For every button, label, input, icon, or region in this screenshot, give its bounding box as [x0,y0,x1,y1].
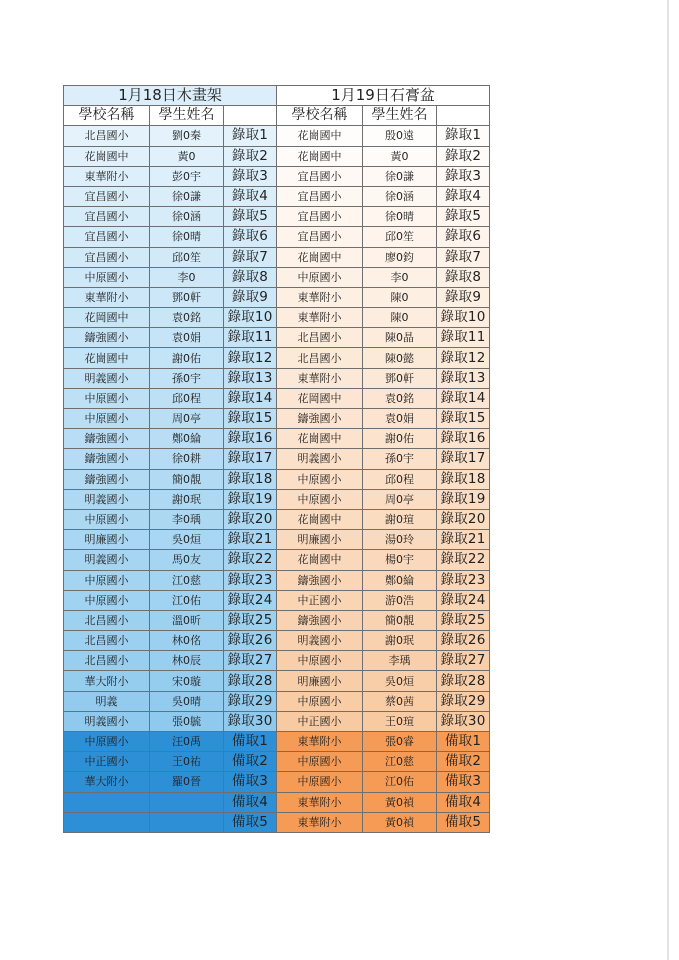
right-result-cell: 錄取26 [437,631,490,651]
left-school-cell: 中原國小 [64,732,150,752]
right-school-cell: 中原國小 [277,267,363,287]
left-student-cell: 徐0謙 [150,186,224,206]
scan-edge-line [667,0,669,960]
right-student-cell: 黃0禎 [363,792,437,812]
right-school-column-header: 學校名稱 [277,106,363,126]
right-student-cell: 李瑀 [363,651,437,671]
table-row [64,166,490,186]
right-student-cell: 徐0謙 [363,166,437,186]
right-student-cell: 陳0晶 [363,328,437,348]
session-header-row [64,86,490,106]
left-student-cell: 劉0秦 [150,126,224,146]
table-row [64,671,490,691]
left-result-cell: 錄取9 [224,287,277,307]
right-result-cell: 錄取6 [437,227,490,247]
left-student-cell: 徐0耕 [150,449,224,469]
table-row [64,550,490,570]
left-student-column-header: 學生姓名 [150,106,224,126]
table-row [64,409,490,429]
left-result-cell: 錄取6 [224,227,277,247]
left-student-cell: 謝0佑 [150,348,224,368]
right-school-cell: 宜昌國小 [277,227,363,247]
right-result-cell: 備取3 [437,772,490,792]
left-result-cell: 錄取7 [224,247,277,267]
right-result-cell: 錄取25 [437,610,490,630]
right-result-cell: 錄取18 [437,469,490,489]
left-result-cell: 錄取25 [224,610,277,630]
right-result-cell: 錄取27 [437,651,490,671]
column-header-row [64,106,490,126]
right-school-cell: 東華附小 [277,792,363,812]
right-student-cell: 殷0遠 [363,126,437,146]
right-school-cell: 花崗國中 [277,509,363,529]
right-school-cell: 中原國小 [277,489,363,509]
left-result-cell: 錄取1 [224,126,277,146]
left-school-cell: 鑄強國小 [64,429,150,449]
left-school-cell: 宜昌國小 [64,227,150,247]
right-result-cell: 錄取12 [437,348,490,368]
right-school-cell: 明廉國小 [277,530,363,550]
left-school-cell: 中正國小 [64,752,150,772]
table-row [64,752,490,772]
right-school-cell: 東華附小 [277,308,363,328]
right-student-cell: 簡0靚 [363,610,437,630]
right-student-cell: 徐0晴 [363,207,437,227]
left-student-cell: 簡0靚 [150,469,224,489]
right-result-cell: 備取1 [437,732,490,752]
right-student-cell: 李0 [363,267,437,287]
table-row [64,651,490,671]
right-result-cell: 錄取5 [437,207,490,227]
left-student-cell: 李0瑀 [150,509,224,529]
table-row [64,631,490,651]
left-result-cell: 錄取2 [224,146,277,166]
table-row [64,772,490,792]
right-student-cell: 廖0鈞 [363,247,437,267]
left-student-cell [150,812,224,832]
left-school-cell: 北昌國小 [64,610,150,630]
table-row [64,449,490,469]
left-student-cell: 鄭0綸 [150,429,224,449]
right-result-cell: 錄取8 [437,267,490,287]
right-result-cell: 錄取19 [437,489,490,509]
right-student-cell: 楊0宇 [363,550,437,570]
right-school-cell: 花岡國中 [277,388,363,408]
left-result-cell: 備取2 [224,752,277,772]
left-student-cell: 邱0程 [150,388,224,408]
right-student-cell: 江0慈 [363,752,437,772]
left-school-cell: 中原國小 [64,509,150,529]
right-school-cell: 中正國小 [277,590,363,610]
right-result-cell: 錄取17 [437,449,490,469]
left-result-cell: 錄取4 [224,186,277,206]
left-student-cell: 黃0 [150,146,224,166]
right-school-cell: 花崗國中 [277,146,363,166]
left-school-cell: 宜昌國小 [64,247,150,267]
right-school-cell: 中正國小 [277,711,363,731]
right-school-cell: 東華附小 [277,368,363,388]
table-row [64,388,490,408]
left-school-cell: 宜昌國小 [64,207,150,227]
right-school-cell: 中原國小 [277,772,363,792]
left-result-cell: 錄取28 [224,671,277,691]
left-result-cell: 錄取21 [224,530,277,550]
table-row [64,530,490,550]
right-school-cell: 鑄強國小 [277,570,363,590]
right-student-cell: 王0瑄 [363,711,437,731]
left-result-cell: 錄取17 [224,449,277,469]
right-result-cell: 備取5 [437,812,490,832]
right-school-cell: 宜昌國小 [277,207,363,227]
table-row [64,126,490,146]
left-result-column-header [224,106,277,126]
left-school-cell: 花岡國中 [64,308,150,328]
left-student-cell: 羅0晉 [150,772,224,792]
table-row [64,146,490,166]
right-school-cell: 宜昌國小 [277,166,363,186]
right-student-cell: 周0亭 [363,489,437,509]
left-student-cell: 鄧0軒 [150,287,224,307]
right-school-cell: 宜昌國小 [277,186,363,206]
right-result-cell: 錄取22 [437,550,490,570]
right-result-column-header [437,106,490,126]
left-result-cell: 錄取30 [224,711,277,731]
table-row [64,509,490,529]
left-student-cell: 孫0宇 [150,368,224,388]
left-student-cell: 溫0昕 [150,610,224,630]
left-school-cell: 明義國小 [64,368,150,388]
left-student-cell: 徐0涵 [150,207,224,227]
right-result-cell: 錄取4 [437,186,490,206]
right-school-cell: 北昌國小 [277,348,363,368]
right-student-cell: 陳0 [363,287,437,307]
left-student-cell: 謝0珉 [150,489,224,509]
right-result-cell: 備取2 [437,752,490,772]
left-school-cell: 中原國小 [64,409,150,429]
left-result-cell: 錄取14 [224,388,277,408]
left-school-cell: 鑄強國小 [64,328,150,348]
right-school-cell: 花崗國中 [277,247,363,267]
left-student-cell: 周0亭 [150,409,224,429]
left-school-cell: 華大附小 [64,671,150,691]
left-result-cell: 錄取11 [224,328,277,348]
table-row [64,469,490,489]
left-school-cell: 中原國小 [64,388,150,408]
left-school-cell: 花崗國中 [64,146,150,166]
right-result-cell: 錄取10 [437,308,490,328]
right-student-cell: 謝0佑 [363,429,437,449]
right-school-cell: 東華附小 [277,287,363,307]
table-row [64,287,490,307]
table-row [64,368,490,388]
right-school-cell: 明廉國小 [277,671,363,691]
table-row [64,429,490,449]
right-result-cell: 錄取9 [437,287,490,307]
right-result-cell: 錄取3 [437,166,490,186]
left-student-cell: 邱0笙 [150,247,224,267]
table-row [64,590,490,610]
right-session-title: 1月19日石膏盆 [277,86,490,106]
right-school-cell: 鑄強國小 [277,610,363,630]
right-school-cell: 中原國小 [277,469,363,489]
right-result-cell: 錄取16 [437,429,490,449]
left-result-cell: 備取3 [224,772,277,792]
right-student-cell: 謝0瑄 [363,509,437,529]
left-student-cell: 徐0晴 [150,227,224,247]
right-school-cell: 明義國小 [277,631,363,651]
right-result-cell: 錄取13 [437,368,490,388]
right-student-cell: 黃0 [363,146,437,166]
left-school-cell: 明義國小 [64,489,150,509]
right-result-cell: 錄取30 [437,711,490,731]
table-row [64,711,490,731]
left-school-cell: 明廉國小 [64,530,150,550]
left-school-cell: 鑄強國小 [64,469,150,489]
right-student-cell: 吳0烜 [363,671,437,691]
right-school-cell: 花崗國中 [277,429,363,449]
right-result-cell: 錄取28 [437,671,490,691]
right-school-cell: 鑄強國小 [277,409,363,429]
left-student-cell: 江0慈 [150,570,224,590]
right-result-cell: 錄取20 [437,509,490,529]
left-result-cell: 錄取8 [224,267,277,287]
left-school-cell: 北昌國小 [64,126,150,146]
right-student-cell: 黃0禎 [363,812,437,832]
right-student-column-header: 學生姓名 [363,106,437,126]
right-result-cell: 錄取23 [437,570,490,590]
left-student-cell [150,792,224,812]
right-student-cell: 邱0程 [363,469,437,489]
left-student-cell: 吳0晴 [150,691,224,711]
left-student-cell: 張0毓 [150,711,224,731]
right-school-cell: 北昌國小 [277,328,363,348]
right-result-cell: 錄取24 [437,590,490,610]
right-student-cell: 湯0玲 [363,530,437,550]
table-row [64,186,490,206]
table-row [64,247,490,267]
left-school-cell: 中原國小 [64,267,150,287]
right-student-cell: 謝0珉 [363,631,437,651]
right-student-cell: 蔡0茜 [363,691,437,711]
right-school-cell: 中原國小 [277,651,363,671]
left-school-cell: 明義 [64,691,150,711]
left-result-cell: 錄取26 [224,631,277,651]
left-result-cell: 錄取23 [224,570,277,590]
left-session-title: 1月18日木畫架 [64,86,277,106]
left-school-cell: 北昌國小 [64,651,150,671]
left-result-cell: 備取4 [224,792,277,812]
table-row [64,610,490,630]
left-school-cell: 華大附小 [64,772,150,792]
left-result-cell: 錄取24 [224,590,277,610]
left-result-cell: 錄取16 [224,429,277,449]
right-student-cell: 鄭0綸 [363,570,437,590]
left-student-cell: 李0 [150,267,224,287]
left-school-cell: 宜昌國小 [64,186,150,206]
left-school-cell: 中原國小 [64,590,150,610]
left-student-cell: 王0祐 [150,752,224,772]
table-row [64,812,490,832]
right-school-cell: 東華附小 [277,732,363,752]
right-school-cell: 花崗國中 [277,550,363,570]
left-school-cell: 東華附小 [64,166,150,186]
right-student-cell: 陳0懿 [363,348,437,368]
left-student-cell: 林0佲 [150,631,224,651]
right-result-cell: 備取4 [437,792,490,812]
right-school-cell: 明義國小 [277,449,363,469]
left-school-cell: 北昌國小 [64,631,150,651]
right-school-cell: 花崗國中 [277,126,363,146]
left-student-cell: 汪0禹 [150,732,224,752]
left-result-cell: 錄取27 [224,651,277,671]
right-result-cell: 錄取1 [437,126,490,146]
table-row [64,348,490,368]
left-school-cell: 東華附小 [64,287,150,307]
left-result-cell: 錄取10 [224,308,277,328]
left-school-cell: 中原國小 [64,570,150,590]
left-school-cell: 明義國小 [64,550,150,570]
left-school-column-header: 學校名稱 [64,106,150,126]
left-result-cell: 錄取22 [224,550,277,570]
right-student-cell: 袁0娟 [363,409,437,429]
table-row [64,570,490,590]
left-result-cell: 錄取3 [224,166,277,186]
left-student-cell: 馬0友 [150,550,224,570]
left-result-cell: 錄取13 [224,368,277,388]
right-school-cell: 中原國小 [277,752,363,772]
table-row [64,732,490,752]
left-result-cell: 錄取5 [224,207,277,227]
left-student-cell: 宋0璇 [150,671,224,691]
right-school-cell: 中原國小 [277,691,363,711]
right-student-cell: 陳0 [363,308,437,328]
right-student-cell: 張0睿 [363,732,437,752]
left-school-cell [64,792,150,812]
left-school-cell: 鑄強國小 [64,449,150,469]
left-school-cell: 花崗國中 [64,348,150,368]
right-result-cell: 錄取29 [437,691,490,711]
left-student-cell: 吳0烜 [150,530,224,550]
table-row [64,267,490,287]
left-student-cell: 林0辰 [150,651,224,671]
right-student-cell: 邱0笙 [363,227,437,247]
left-result-cell: 錄取18 [224,469,277,489]
admission-roster-table [63,85,490,833]
left-result-cell: 錄取29 [224,691,277,711]
right-student-cell: 鄧0軒 [363,368,437,388]
left-school-cell [64,812,150,832]
right-result-cell: 錄取14 [437,388,490,408]
table-row [64,308,490,328]
left-result-cell: 錄取12 [224,348,277,368]
table-row [64,207,490,227]
left-school-cell: 明義國小 [64,711,150,731]
left-result-cell: 備取5 [224,812,277,832]
table-row [64,691,490,711]
table-row [64,328,490,348]
right-result-cell: 錄取2 [437,146,490,166]
right-result-cell: 錄取11 [437,328,490,348]
table-row [64,792,490,812]
right-student-cell: 游0浩 [363,590,437,610]
right-student-cell: 孫0宇 [363,449,437,469]
right-student-cell: 袁0銘 [363,388,437,408]
left-student-cell: 江0佑 [150,590,224,610]
left-result-cell: 錄取20 [224,509,277,529]
left-student-cell: 彭0宇 [150,166,224,186]
left-student-cell: 袁0銘 [150,308,224,328]
left-result-cell: 備取1 [224,732,277,752]
right-result-cell: 錄取21 [437,530,490,550]
right-result-cell: 錄取7 [437,247,490,267]
left-result-cell: 錄取19 [224,489,277,509]
right-school-cell: 東華附小 [277,812,363,832]
right-student-cell: 徐0涵 [363,186,437,206]
table-row [64,227,490,247]
table-row [64,489,490,509]
left-student-cell: 袁0娟 [150,328,224,348]
right-result-cell: 錄取15 [437,409,490,429]
left-result-cell: 錄取15 [224,409,277,429]
right-student-cell: 江0佑 [363,772,437,792]
